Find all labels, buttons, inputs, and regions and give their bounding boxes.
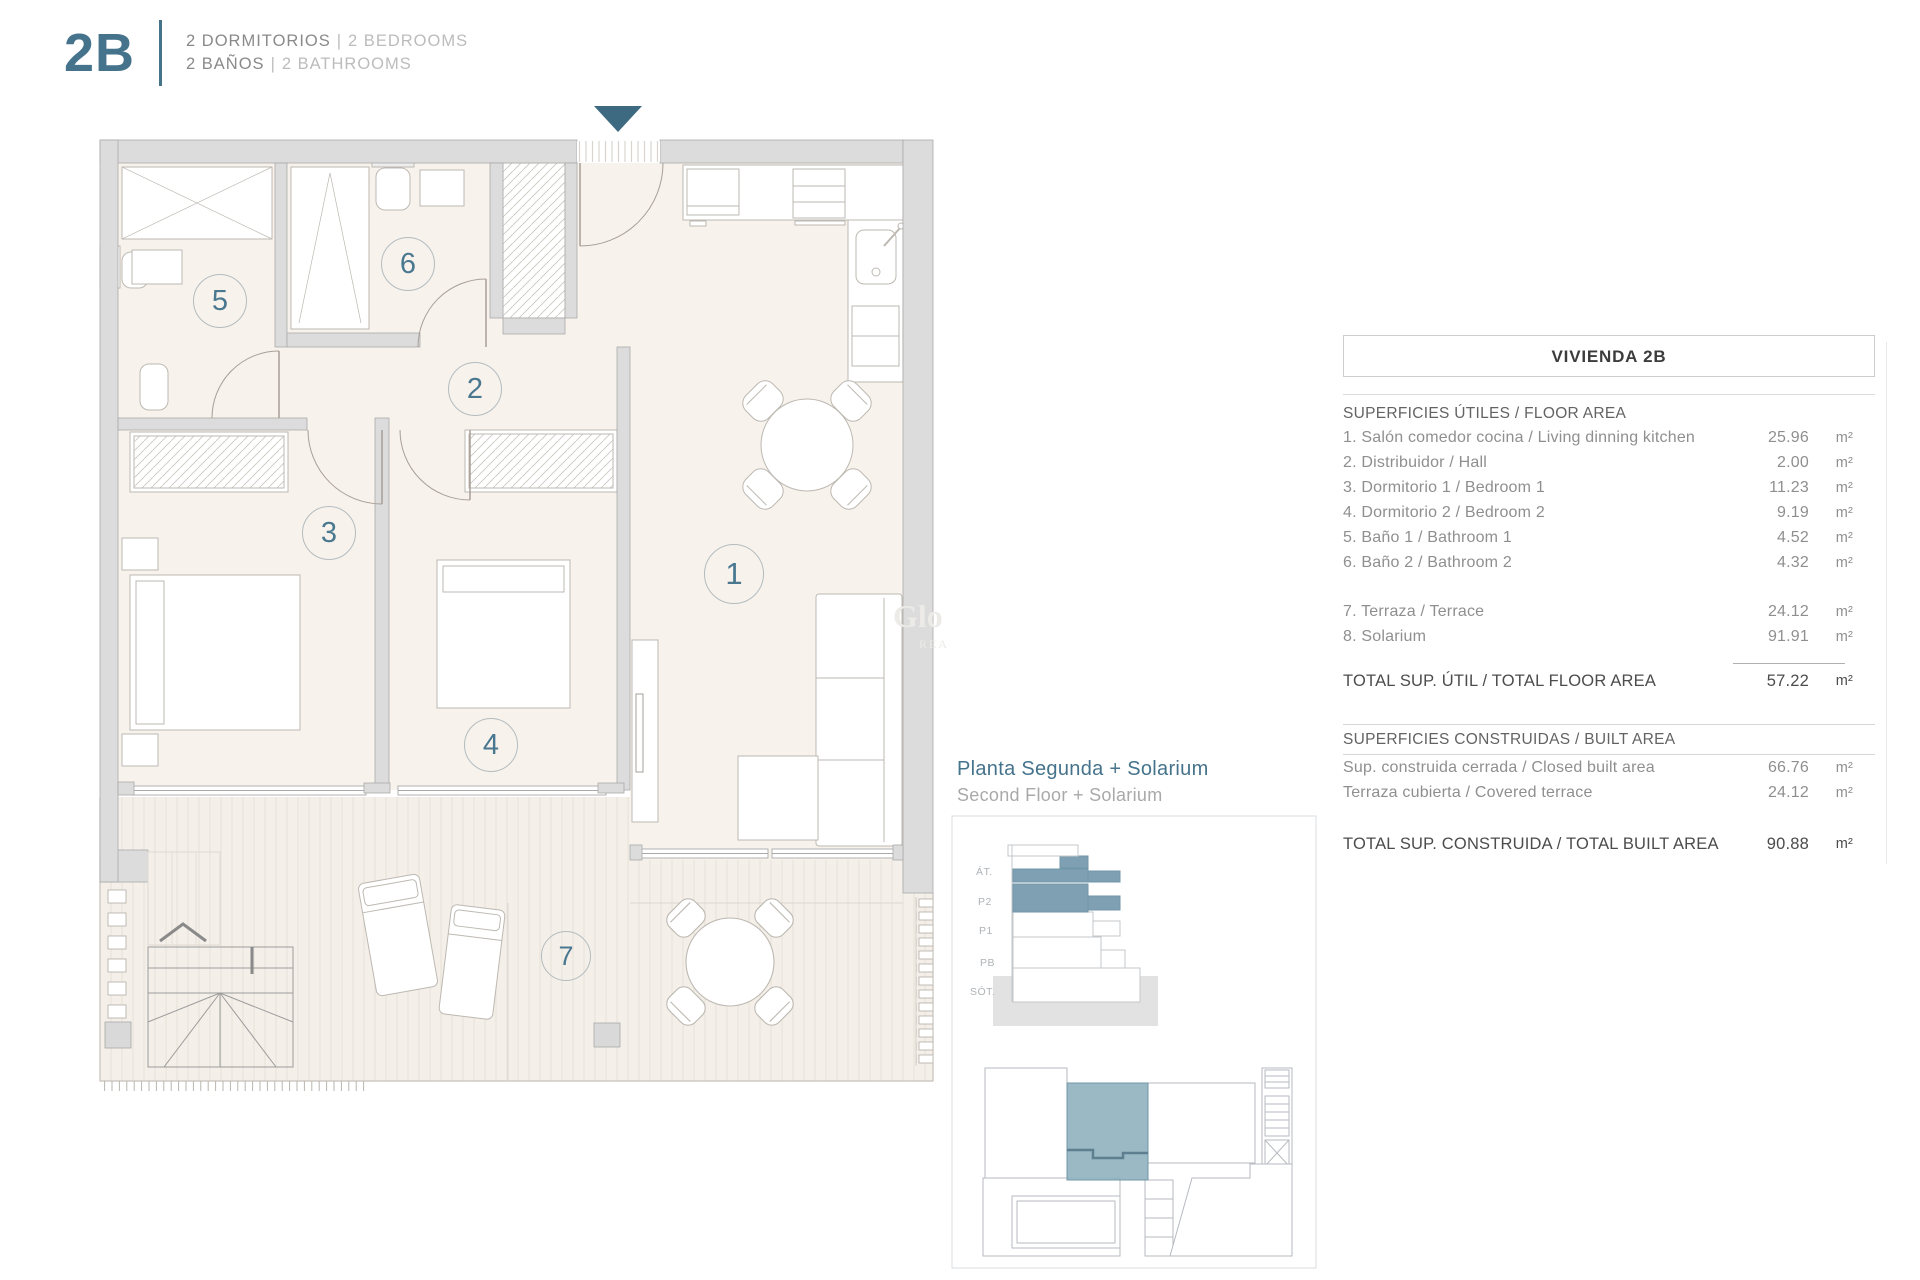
room-label-terrace: 7 <box>541 931 591 981</box>
rule <box>1343 394 1875 395</box>
table-row: 7. Terraza / Terrace 24.12 m² <box>1343 602 1853 620</box>
key-plan-title-es: Planta Segunda + Solarium <box>957 758 1209 780</box>
level-label-pb: PB <box>980 957 996 969</box>
table-row: 1. Salón comedor cocina / Living dinning kitchen 25.96 m² <box>1343 428 1853 446</box>
bedrooms-line: 2 DORMITORIOS | 2 BEDROOMS <box>186 32 469 50</box>
total-built-area-row: TOTAL SUP. CONSTRUIDA / TOTAL BUILT AREA 90.88 m² <box>1343 834 1853 853</box>
room-label-hall: 2 <box>448 362 502 416</box>
entrance <box>577 106 660 162</box>
unit-2b-highlight <box>1067 1083 1148 1180</box>
railing-ticks-bottom <box>100 1081 366 1091</box>
bathrooms-line: 2 BAÑOS | 2 BATHROOMS <box>186 55 412 73</box>
entrance-closet <box>503 163 565 318</box>
table-title: VIVIENDA 2B <box>1343 335 1875 377</box>
room-label-bedroom-2: 4 <box>464 718 518 772</box>
level-label-atico: ÁT. <box>976 866 993 878</box>
room-label-bathroom-2: 6 <box>381 237 435 291</box>
room-label-living: 1 <box>704 544 764 604</box>
table-row: 3. Dormitorio 1 / Bedroom 1 11.23 m² <box>1343 478 1853 496</box>
level-label-sotano: SÓT. <box>970 986 996 998</box>
nightstand <box>122 538 158 570</box>
fridge <box>687 169 739 215</box>
pillow <box>136 581 164 724</box>
dining-table <box>761 399 853 491</box>
toilet <box>376 168 410 210</box>
key-plan <box>952 816 1316 1268</box>
table-row: 8. Solarium 91.91 m² <box>1343 627 1853 645</box>
chaise <box>738 756 818 840</box>
room-label-bathroom-1: 5 <box>193 274 247 328</box>
watermark: Glo REA <box>893 598 949 651</box>
entrance-arrow-icon <box>594 106 642 132</box>
total-rule <box>1733 663 1845 664</box>
table-row: Sup. construida cerrada / Closed built area 66.76 m² <box>1343 758 1853 776</box>
table-row: 6. Baño 2 / Bathroom 2 4.32 m² <box>1343 553 1853 571</box>
level-label-p1: P1 <box>979 925 993 937</box>
pillow <box>443 566 564 592</box>
pillar <box>105 1022 131 1048</box>
table-row: 2. Distribuidor / Hall 2.00 m² <box>1343 453 1853 471</box>
table-row: 5. Baño 1 / Bathroom 1 4.52 m² <box>1343 528 1853 546</box>
total-floor-area-row: TOTAL SUP. ÚTIL / TOTAL FLOOR AREA 57.22 m² <box>1343 671 1853 690</box>
table-row: 4. Dormitorio 2 / Bedroom 2 9.19 m² <box>1343 503 1853 521</box>
panel-right-edge <box>1886 342 1887 864</box>
pillar <box>594 1023 620 1047</box>
key-plan-title <box>957 758 1209 806</box>
area-table <box>1343 335 1875 857</box>
room-label-bedroom-1: 3 <box>302 506 356 560</box>
sheet-header <box>64 20 468 86</box>
unit-code: 2B <box>64 23 136 83</box>
table-row: Terraza cubierta / Covered terrace 24.12 m² <box>1343 783 1853 801</box>
key-plan-title-en: Second Floor + Solarium <box>957 785 1163 805</box>
railing-right <box>916 897 933 1066</box>
oven <box>793 169 845 218</box>
bidet <box>140 364 168 410</box>
header-divider <box>159 20 162 86</box>
nightstand <box>122 734 158 766</box>
header-subtitle <box>186 32 468 74</box>
washbasin <box>132 250 182 284</box>
bedroom-1-furniture <box>122 432 300 766</box>
tv <box>636 694 643 772</box>
washbasin <box>420 170 464 206</box>
level-label-p2: P2 <box>978 896 992 908</box>
built-area-header: SUPERFICIES CONSTRUIDAS / BUILT AREA <box>1343 724 1875 755</box>
floor-area-header: SUPERFICIES ÚTILES / FLOOR AREA <box>1343 405 1627 422</box>
